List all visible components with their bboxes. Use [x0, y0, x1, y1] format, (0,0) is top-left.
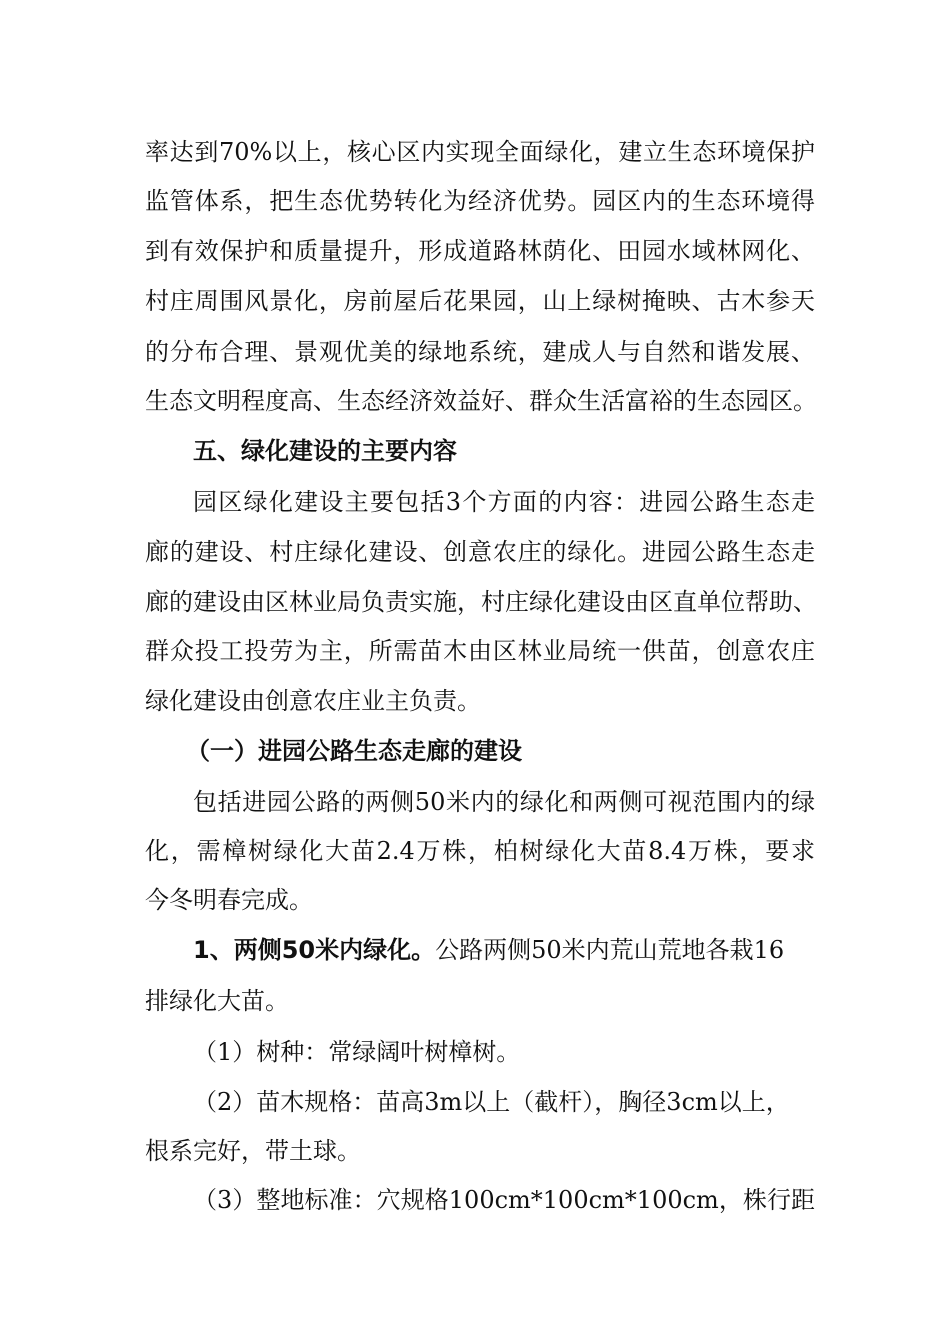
item-text: 公路两侧50米内荒山荒地各栽16: [435, 936, 785, 964]
sub-item-line: （2）苗木规格：苗高3m以上（截杆），胸径3cm以上，: [193, 1088, 790, 1116]
paragraph-line: 廊的建设由区林业局负责实施，村庄绿化建设由区直单位帮助、: [145, 588, 817, 616]
paragraph-line: 率达到70%以上，核心区内实现全面绿化，建立生态环境保护: [145, 138, 815, 166]
paragraph-line: 廊的建设、村庄绿化建设、创意农庄的绿化。进园公路生态走: [145, 538, 815, 566]
paragraph-line: 排绿化大苗。: [145, 987, 289, 1015]
paragraph-line: 监管体系，把生态优势转化为经济优势。园区内的生态环境得: [145, 187, 815, 215]
subsection-heading-1: （一）进园公路生态走廊的建设: [186, 737, 522, 765]
paragraph-line: 化，需樟树绿化大苗2.4万株，柏树绿化大苗8.4万株，要求: [145, 837, 815, 865]
paragraph-line: 绿化建设由创意农庄业主负责。: [145, 687, 481, 715]
paragraph-line: 群众投工投劳为主，所需苗木由区林业局统一供苗，创意农庄: [145, 637, 815, 665]
paragraph-line: 的分布合理、景观优美的绿地系统，建成人与自然和谐发展、: [145, 338, 815, 366]
item-heading: 1、两侧50米内绿化。: [193, 936, 436, 964]
paragraph-line: 到有效保护和质量提升，形成道路林荫化、田园水域林网化、: [145, 237, 815, 265]
section-heading-5: 五、绿化建设的主要内容: [193, 437, 457, 465]
paragraph-line: 生态文明程度高、生态经济效益好、群众生活富裕的生态园区。: [145, 387, 817, 415]
paragraph-line: 根系完好，带土球。: [145, 1137, 361, 1165]
paragraph-line: 村庄周围风景化，房前屋后花果园，山上绿树掩映、古木参天: [145, 287, 815, 315]
sub-item-line: （1）树种：常绿阔叶树樟树。: [193, 1038, 521, 1066]
paragraph-line: 包括进园公路的两侧50米内的绿化和两侧可视范围内的绿: [193, 788, 815, 816]
paragraph-line: 今冬明春完成。: [145, 886, 313, 914]
item-line: [193, 934, 815, 966]
sub-item-line: （3）整地标准：穴规格100cm*100cm*100cm，株行距: [193, 1186, 815, 1214]
paragraph-line: 园区绿化建设主要包括3个方面的内容：进园公路生态走: [193, 488, 815, 516]
